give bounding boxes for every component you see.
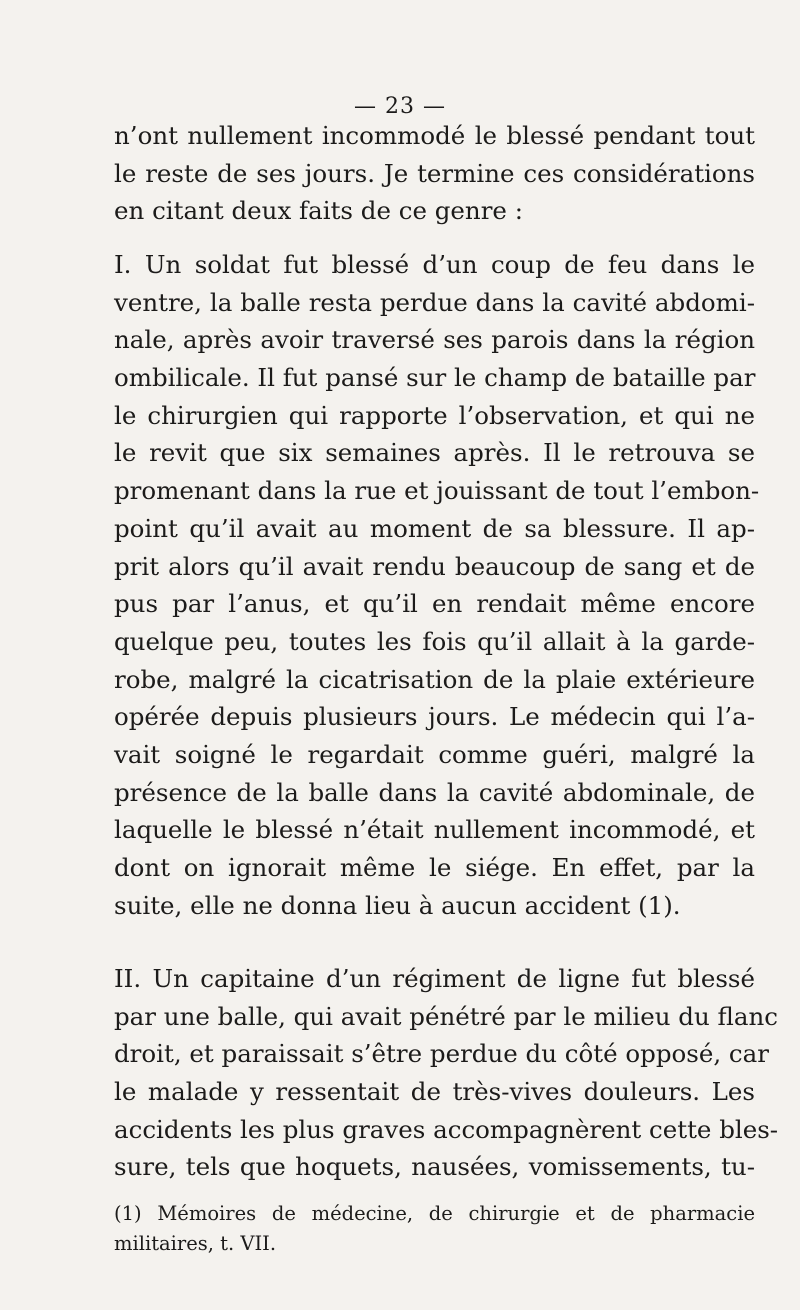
paragraph-continuation	[114, 117, 755, 230]
text-line: accidents les plus graves accompagnèrent cette bles-	[114, 1114, 779, 1144]
text-line: quelque peu, toutes les fois qu’il allait à la garde-	[114, 626, 755, 656]
text-line: en citant deux faits de ce genre :	[114, 196, 523, 226]
text-line: point qu’il avait au moment de sa blessure. Il ap-	[114, 513, 755, 543]
paragraph-case-two	[114, 960, 779, 1186]
text-line: prit alors qu’il avait rendu beaucoup de sang et de	[114, 551, 755, 581]
text-line: promenant dans la rue et jouissant de tout l’embon-	[114, 476, 760, 506]
text-line: robe, malgré la cicatrisation de la plaie extérieure	[114, 664, 755, 694]
text-line: vait soigné le regardait comme guéri, malgré la	[114, 739, 755, 769]
text-line: I. Un soldat fut blessé d’un coup de feu dans le	[114, 250, 755, 279]
text-line: laquelle le blessé n’était nullement incommodé, et	[114, 815, 755, 845]
paragraph-case-one	[114, 246, 760, 924]
text-line: le malade y ressentait de très-vives douleurs. Les	[114, 1077, 755, 1107]
text-line: présence de la balle dans la cavité abdominale, de	[114, 777, 755, 807]
footnote-line: militaires, t. VII.	[114, 1232, 277, 1255]
text-line: le chirurgien qui rapporte l’observation, et qui ne	[114, 400, 755, 430]
text-line: sure, tels que hoquets, nausées, vomissements, tu-	[114, 1152, 755, 1182]
footnote-line: (1) Mémoires de médecine, de chirurgie et de pharmacie	[114, 1202, 755, 1225]
text-line: nale, après avoir traversé ses parois dans la région	[114, 325, 755, 355]
text-line: par une balle, qui avait pénétré par le milieu du flanc	[114, 1001, 779, 1031]
text-line: ombilicale. Il fut pansé sur le champ de bataille par	[114, 363, 756, 393]
text-line: suite, elle ne donna lieu à aucun accident (1).	[114, 890, 681, 920]
text-line: droit, et paraissait s’être perdue du côté opposé, car	[114, 1039, 769, 1069]
text-line: pus par l’anus, et qu’il en rendait même encore	[114, 589, 755, 619]
text-line: le reste de ses jours. Je termine ces considérations	[114, 158, 755, 188]
text-line: opérée depuis plusieurs jours. Le médecin qui l’a-	[114, 702, 755, 732]
text-line: dont on ignorait même le siége. En effet, par la	[114, 853, 755, 882]
text-line: n’ont nullement incommodé le blessé pendant tout	[114, 121, 755, 150]
page-number: — 23 —	[354, 94, 446, 119]
text-line: le revit que six semaines après. Il le retrouva se	[114, 438, 755, 468]
text-line: II. Un capitaine d’un régiment de ligne fut blessé	[114, 964, 755, 993]
text-line: ventre, la balle resta perdue dans la cavité abdomi-	[114, 287, 755, 317]
footnote	[114, 1199, 755, 1259]
